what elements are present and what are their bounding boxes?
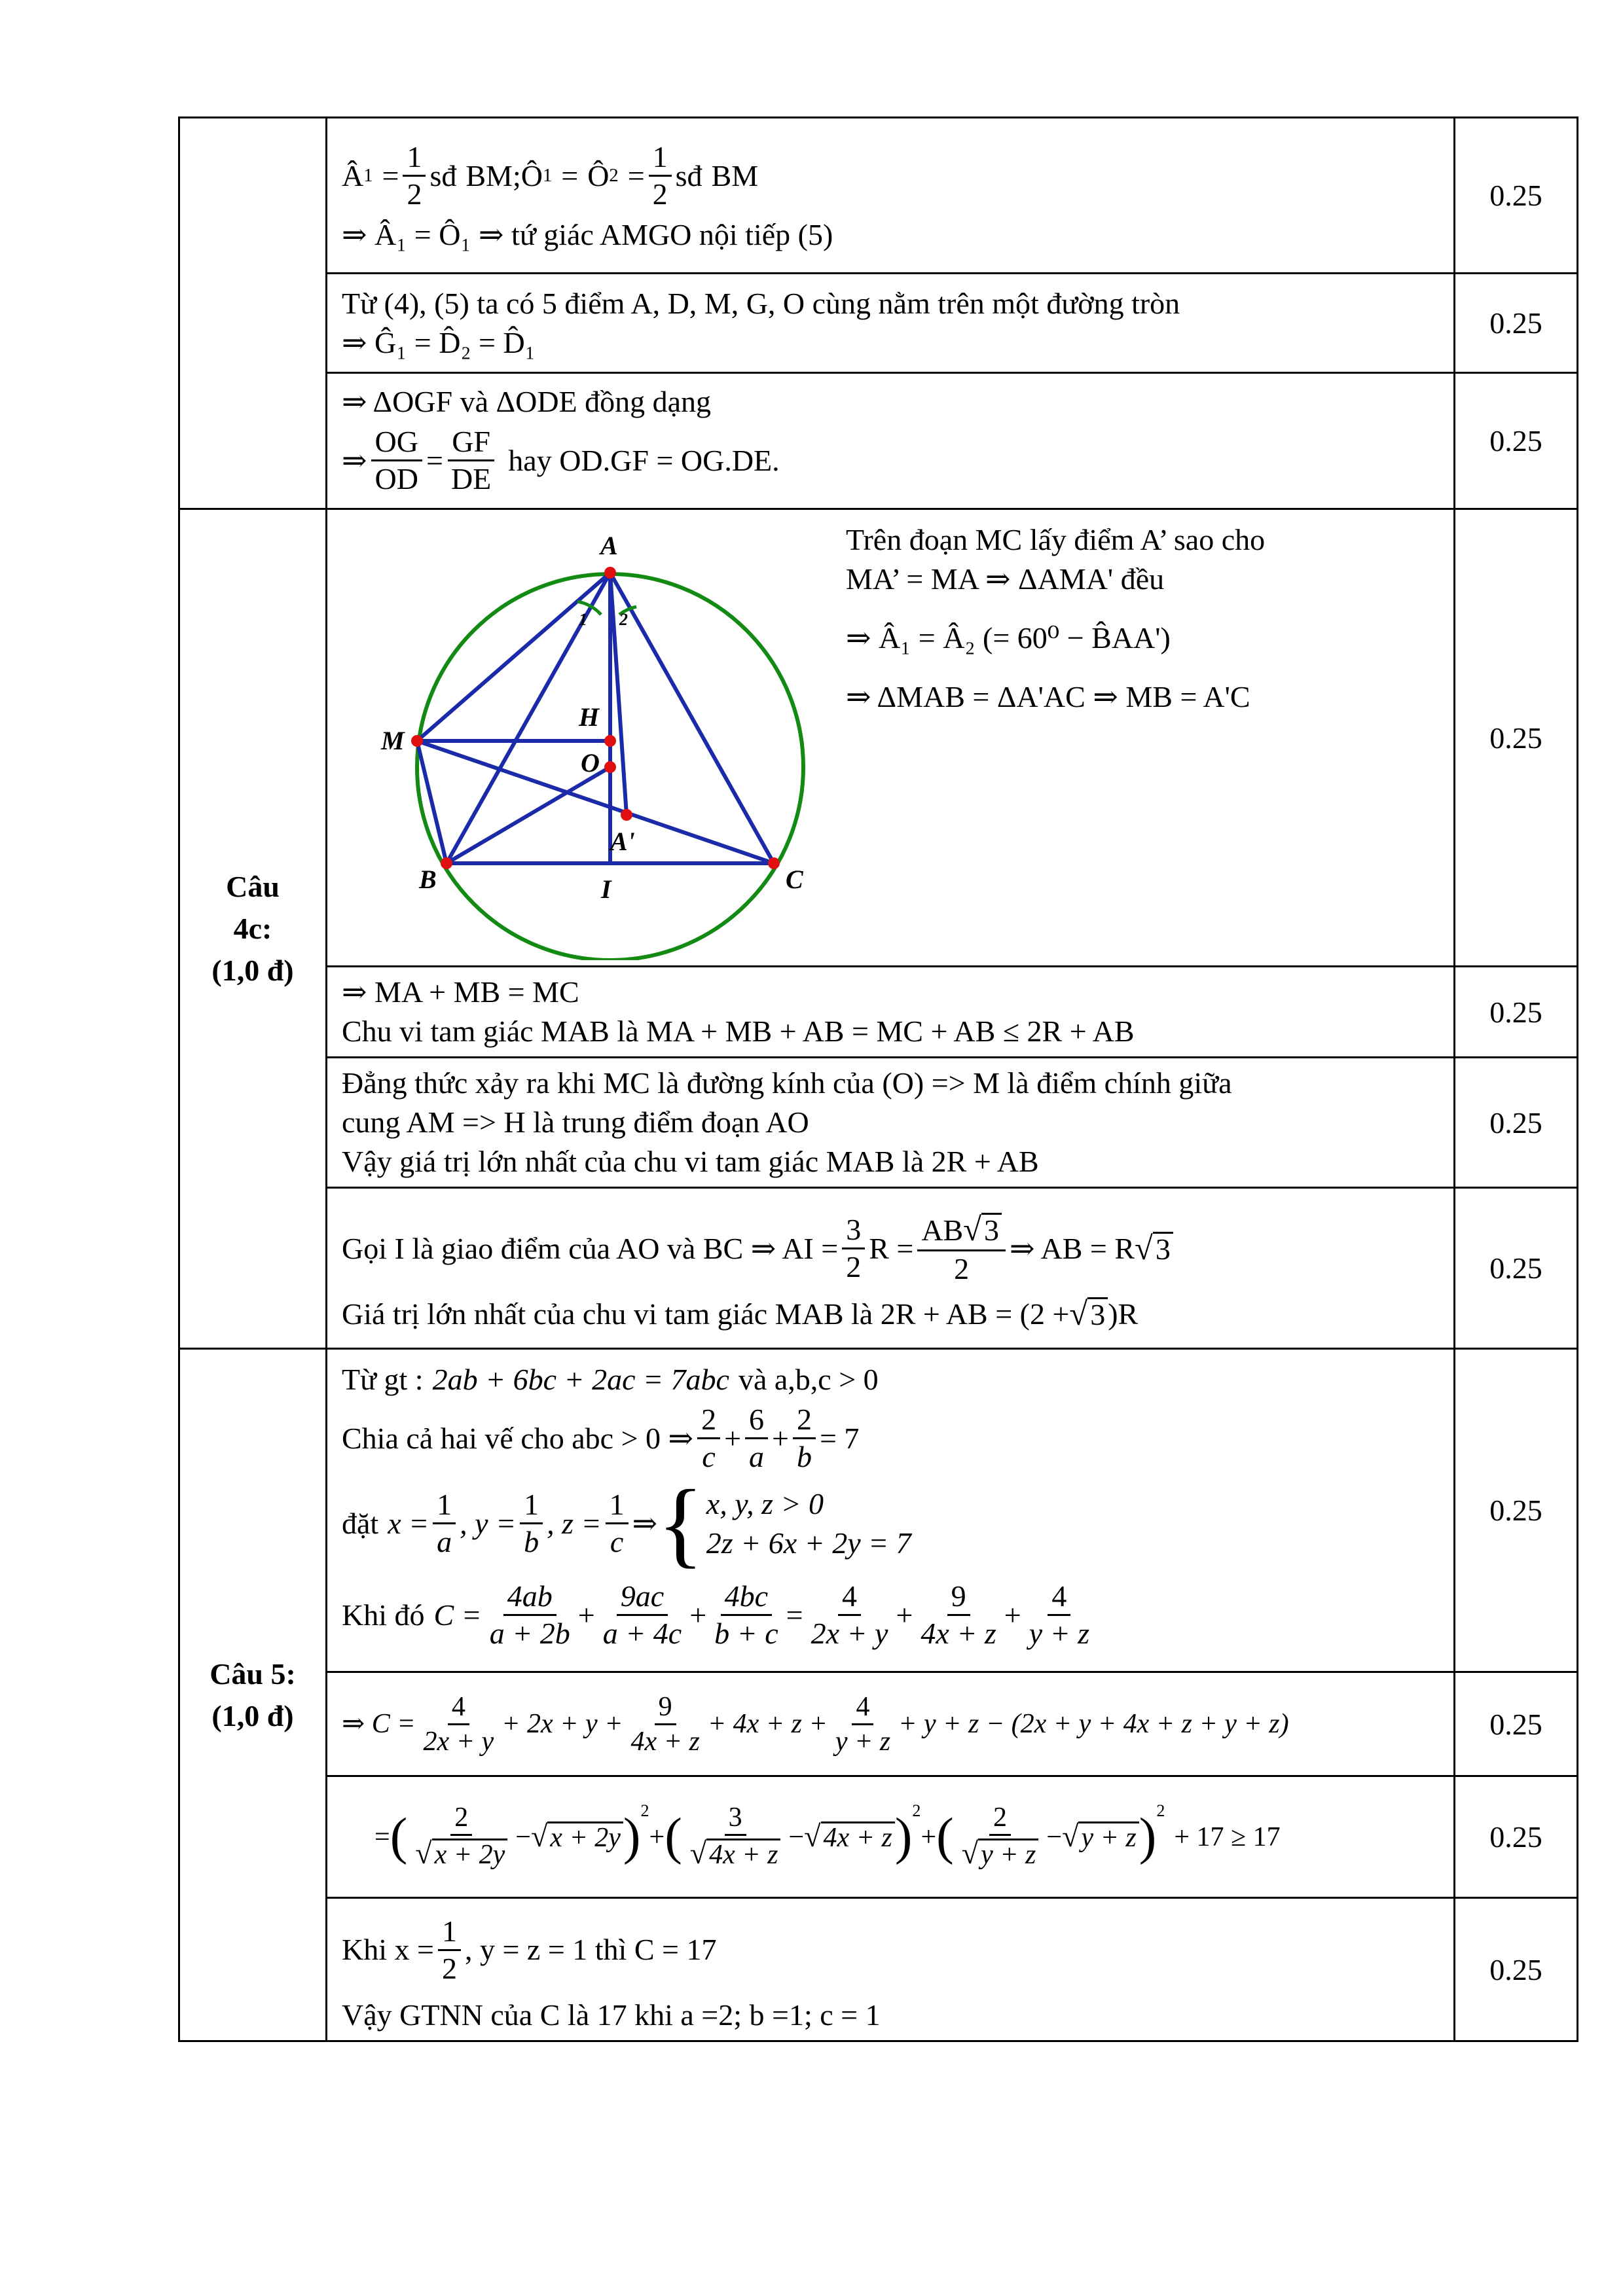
formula-c-expression: Khi đó C = $\frac{4ab}{a + 2b}$ + $\frac{9ac}{a + 4c}$ + $\frac{4bc}{b + c}$ = $\frac{4}{2x + y}$ + $\frac{9}{4x + z}$ + $\frac{4}{y + z}$ [342, 1579, 1090, 1650]
q4b-step-3 [327, 373, 1455, 509]
q4c-row-2 [179, 967, 1578, 1058]
label-C: C [786, 865, 803, 894]
text-take-point: Trên đoạn MC lấy điểm A’ sao cho [846, 523, 1266, 556]
q4c-row-3 [179, 1058, 1578, 1188]
label-angle-1: 1 [579, 610, 587, 629]
text-max-perimeter: Vậy giá trị lớn nhất của chu vi tam giác MAB là 2R + AB [342, 1145, 1039, 1178]
segment-AC [610, 573, 774, 863]
conclusion-cyclic-quad: ⇒ Â₁ = Ô₁ ⇒ tứ giác AMGO nội tiếp (5) [342, 217, 833, 251]
q4b-label-cell [179, 118, 327, 509]
segment-BO [447, 767, 610, 863]
q5-step-1 [327, 1349, 1455, 1672]
point-A [604, 567, 616, 579]
score-cell: 0.25 [1455, 1188, 1578, 1349]
geometry-figure [342, 515, 826, 960]
score-cell: 0.25 [1455, 274, 1578, 373]
text-midpoint: cung AM => H là trung điểm đoạn AO [342, 1105, 809, 1139]
q4b-row-2 [179, 274, 1578, 373]
formula-substitution: đặt x = $\frac{1}{a}$ , y = $\frac{1}{b}$ , z = $\frac{1}{c}$ ⇒ { x, y, z > 0 2z + 6x + 2y = 7 [342, 1469, 911, 1577]
label-A: A [600, 531, 618, 560]
q5-step-4 [327, 1898, 1455, 2041]
text-five-points: Từ (4), (5) ta có 5 điểm A, D, M, G, O cùng nằm trên một đường tròn [342, 286, 1180, 320]
q4c-row-1 [179, 509, 1578, 967]
segment-AA2 [610, 573, 627, 815]
label-O: O [581, 748, 600, 778]
formula-divide: Chia cả hai vế cho abc > 0 ⇒ $\frac{2}{c}$ + $\frac{6}{a}$ + $\frac{2}{b}$ = 7 [342, 1403, 860, 1473]
score-cell: 0.25 [1455, 1058, 1578, 1188]
q4c-label-line2: 4c: [233, 912, 272, 945]
formula-congruent: ⇒ ΔMAB = ΔA'AC ⇒ MB = A'C [846, 680, 1250, 713]
q5-row-3 [179, 1776, 1578, 1898]
q5-step-3 [327, 1776, 1455, 1898]
q4b-row-1 [179, 118, 1578, 274]
q5-label-cell [179, 1349, 327, 2041]
text-similar-triangles: ⇒ ΔOGF và ΔODE đồng dạng [342, 384, 712, 418]
label-A-prime: A' [610, 827, 635, 856]
formula-angles-arc: Â 1 = $\frac{1}{2}$ sđ BM ; Ô 1 = Ô 2 = $\frac{1}{2}$ sđ BM [342, 140, 759, 211]
label-M: M [381, 726, 405, 755]
q4c-step-1 [327, 509, 1455, 967]
q5-row-2 [179, 1672, 1578, 1776]
q4c-step-1-text [846, 515, 1265, 717]
grading-table [178, 117, 1578, 2042]
q5-row-1 [179, 1349, 1578, 1672]
q4b-step-2 [327, 274, 1455, 373]
formula-c-rewrite: ⇒ C = $\frac{4}{2x + y}$ + 2x + y + $\frac{9}{4x + z}$ + 4x + z + $\frac{4}{y + z}$ + y + z − (2x + y + 4x + z + y + z) [342, 1691, 1289, 1757]
q4c-label-line1: Câu [226, 870, 280, 903]
text-perimeter: Chu vi tam giác MAB là MA + MB + AB = MC + AB ≤ 2R + AB [342, 1014, 1135, 1048]
formula-ai: Gọi I là giao điểm của AO và BC ⇒ AI = $\frac{3}{2}$ R = AB √ 3 2 ⇒ AB = R √ 3 [342, 1203, 1440, 1295]
point-A-prime [621, 809, 632, 821]
point-H [604, 735, 616, 747]
q5-step-2 [327, 1672, 1455, 1776]
formula-sum: ⇒ MA + MB = MC [342, 975, 579, 1009]
score-cell: 0.25 [1455, 373, 1578, 509]
q4c-step-3 [327, 1058, 1455, 1188]
label-I: I [601, 874, 611, 904]
formula-squares: = ( 2 √ x + 2y − √ x + 2y ) $^2$ + ( 3 √ 4x + z − √ 4x + z ) $^2$ + ( 2 √ y + z − √ y + z ) $^2$ + 17 ≥ 17 [374, 1801, 1281, 1871]
formula-ratio: ⇒ $\frac{OG}{OD}$ = $\frac{GF}{DE}$ hay OD.GF = OG.DE. [342, 425, 780, 495]
q4b-row-3 [179, 373, 1578, 509]
point-B [441, 857, 452, 869]
text-equality-case: Đẳng thức xảy ra khi MC là đường kính của (O) => M là điểm chính giữa [342, 1066, 1232, 1100]
score-cell: 0.25 [1455, 1672, 1578, 1776]
q4b-step-1 [327, 118, 1455, 274]
score-cell: 0.25 [1455, 1349, 1578, 1672]
score-cell: 0.25 [1455, 1776, 1578, 1898]
q5-row-4 [179, 1898, 1578, 2041]
q5-label-line1: Câu 5: [210, 1657, 296, 1691]
score-cell: 0.25 [1455, 1898, 1578, 2041]
label-B: B [419, 865, 437, 894]
point-O [604, 761, 616, 773]
label-angle-2: 2 [619, 610, 628, 629]
q4c-step-2 [327, 967, 1455, 1058]
formula-angles-equal: ⇒ Â₁ = Â₂ (= 60⁰ − B̂AA') [846, 621, 1171, 655]
q4c-label-cell [179, 509, 327, 1349]
point-M [411, 735, 423, 747]
formula-equality: Khi x = $\frac{1}{2}$ , y = z = 1 thì C = 17 [342, 1914, 717, 1985]
formula-hypothesis: Từ gt : 2ab + 6bc + 2ac = 7abc và a,b,c > 0 [342, 1362, 879, 1396]
q4c-row-4 [179, 1188, 1578, 1349]
q4c-label-line3: (1,0 đ) [211, 954, 294, 987]
q4c-step-4 [327, 1188, 1455, 1349]
formula-equal-angles: ⇒ Ĝ₁ = D̂₂ = D̂₁ [342, 325, 536, 359]
q5-label-line2: (1,0 đ) [211, 1698, 294, 1732]
formula-max-value: Giá trị lớn nhất của chu vi tam giác MAB là 2R + AB = (2 + √ 3 )R [342, 1295, 1139, 1332]
text-equilateral: MA’ = MA ⇒ ΔAMA' đều [846, 562, 1165, 596]
label-H: H [579, 702, 600, 732]
text-min-value: Vậy GTNN của C là 17 khi a =2; b =1; c = 1 [342, 1998, 881, 2032]
score-cell: 0.25 [1455, 118, 1578, 274]
score-cell: 0.25 [1455, 509, 1578, 967]
score-cell: 0.25 [1455, 967, 1578, 1058]
point-C [768, 857, 780, 869]
